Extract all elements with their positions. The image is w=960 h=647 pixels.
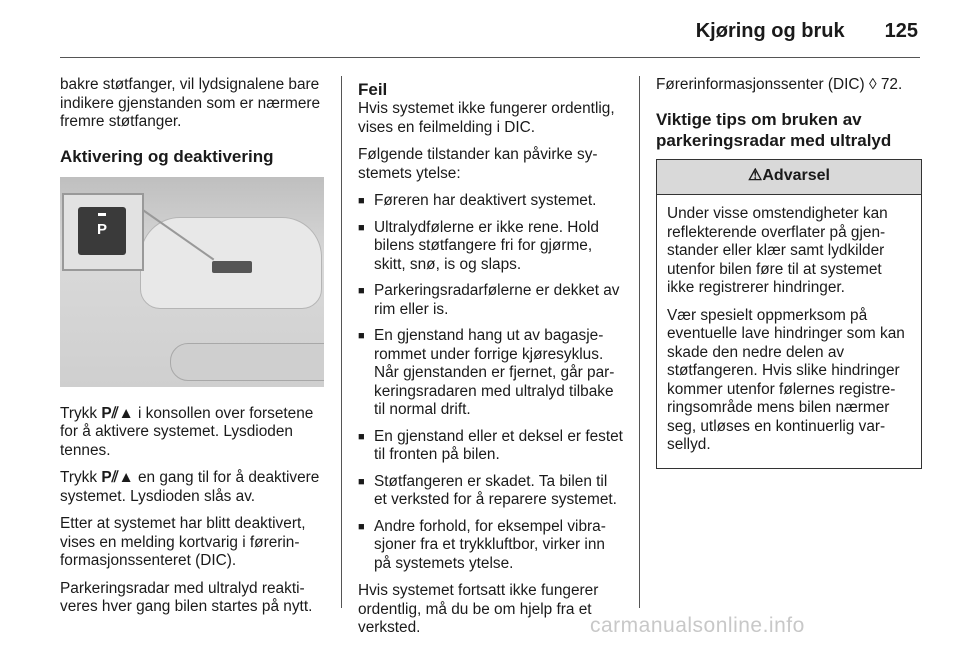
header-rule bbox=[60, 57, 920, 58]
warning-paragraph-2: Vær spesielt oppmerksom på eventuelle lave hindringer som kan skade den nedre delen av støtfangeren. Hvis slike hindringer kommer utenfor følernes registreringsområde mens bilen nærmer seg, utløses en kontinuerlig varsellyd. bbox=[667, 306, 905, 453]
list-item: ■ Ultralydfølerne er ikke rene. Hold bilens støtfangere fri for gjørme, skitt, snø, is og slaps. bbox=[358, 219, 624, 275]
warning-body bbox=[657, 195, 921, 468]
restart-paragraph: Parkeringsradar med ultralyd reaktiveres hver gang bilen startes på nytt. bbox=[60, 579, 313, 615]
deactivate-paragraph bbox=[60, 469, 326, 506]
list-item: ■ Føreren har deaktivert systemet. bbox=[358, 192, 624, 211]
column-2 bbox=[358, 76, 624, 647]
parking-assist-button-icon bbox=[78, 207, 126, 255]
rear-view-mirror bbox=[170, 343, 324, 381]
fault-paragraph-2: Følgende tilstander kan påvirke systemets ytelse: bbox=[358, 146, 598, 182]
column-divider bbox=[341, 76, 342, 608]
warning-box bbox=[656, 159, 922, 469]
page-header bbox=[696, 20, 918, 43]
console-photo bbox=[60, 177, 324, 387]
list-item: ■ Andre forhold, for eksempel vibrasjoner fra et trykkluftbor, virker inn på systemets ytelse. bbox=[358, 518, 624, 574]
button-label: P bbox=[96, 221, 107, 239]
text: Trykk bbox=[60, 469, 102, 486]
warning-paragraph-1: Under visse omstendigheter kan reflekterende overflater på gjenstander eller klær samt lydkilder utenfor bilen føre til at systemet ikke registrerer hindringer. bbox=[667, 205, 888, 296]
fault-heading: Feil bbox=[358, 80, 388, 99]
column-3 bbox=[656, 76, 922, 469]
list-item: ■ En gjenstand hang ut av bagasjerommet under forrige kjøresyklus. Når gjenstanden er fjernet, går parkeringsradaren med ultralyd tilbake til normal drift. bbox=[358, 327, 624, 420]
list-item: ■ Støtfangeren er skadet. Ta bilen til et verksted for å reparere systemet. bbox=[358, 473, 624, 510]
activation-heading: Aktivering og deaktivering bbox=[60, 146, 274, 166]
parking-radar-icon: P⫽▲ bbox=[101, 404, 134, 422]
fault-paragraph-3: Hvis systemet fortsatt ikke fungerer ordentlig, må du be om hjelp fra et verksted. bbox=[358, 582, 599, 636]
text: i konsollen over forsetene for å aktivere systemet. Lysdioden tennes. bbox=[60, 404, 314, 459]
text: en gang til for å deaktivere systemet. Lysdioden slås av. bbox=[60, 469, 320, 505]
dic-paragraph: Etter at systemet har blitt deaktivert, vises en melding kortvarig i førerinformasjonssenteret (DIC). bbox=[60, 515, 306, 569]
page-number: 125 bbox=[884, 20, 918, 42]
section-title: Kjøring og bruk bbox=[695, 20, 845, 42]
list-item: ■ Parkeringsradarfølerne er dekket av rim eller is. bbox=[358, 282, 624, 319]
text: Trykk bbox=[60, 404, 102, 422]
console-buttons bbox=[212, 261, 252, 273]
warning-title: ⚠Advarsel bbox=[657, 160, 921, 196]
condition-list bbox=[358, 192, 624, 573]
fault-paragraph-1: Hvis systemet ikke fungerer ordentlig, vises en feilmelding i DIC. bbox=[358, 100, 615, 136]
column-1 bbox=[60, 76, 326, 626]
activate-paragraph bbox=[60, 405, 326, 461]
parking-radar-icon: P⫽▲ bbox=[101, 469, 134, 486]
dic-reference: Førerinformasjonssenter (DIC) ◊ 72. bbox=[656, 76, 903, 93]
led-indicator bbox=[98, 213, 106, 216]
column-divider bbox=[639, 76, 640, 608]
watermark: carmanualsonline.info bbox=[590, 614, 805, 637]
tips-heading: Viktige tips om bruken av parkeringsradar med ultralyd bbox=[656, 109, 892, 150]
button-inset bbox=[62, 193, 144, 271]
list-item: ■ En gjenstand eller et deksel er festet til fronten på bilen. bbox=[358, 428, 624, 465]
intro-paragraph: bakre støtfanger, vil lydsignalene bare indikere gjenstanden som er nærmere fremre støtfanger. bbox=[60, 76, 321, 130]
